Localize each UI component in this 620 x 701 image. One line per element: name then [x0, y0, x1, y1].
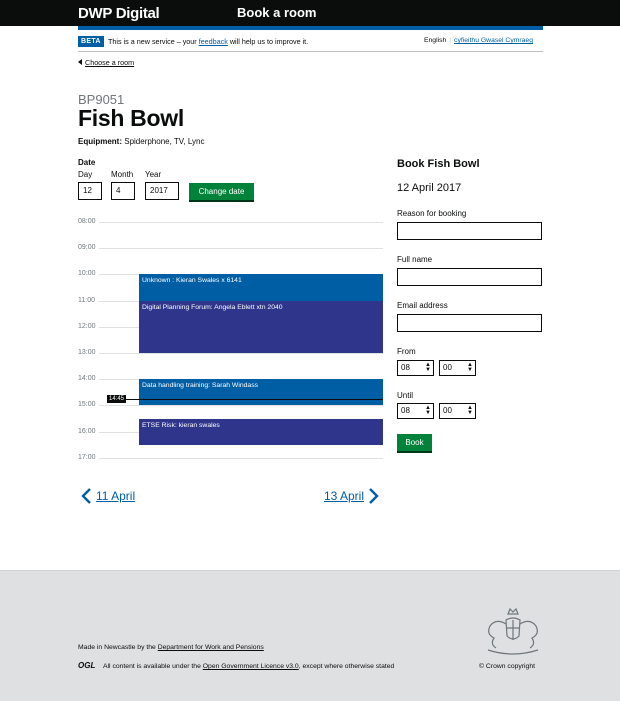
- email-input[interactable]: [397, 314, 542, 332]
- page-title: Fish Bowl: [78, 105, 184, 131]
- email-label: Email address: [397, 301, 448, 310]
- language-switch: English | cyfieithu Gwasel Cymraeg: [423, 37, 533, 44]
- phase-text-after: will help us to improve it.: [227, 37, 309, 46]
- current-time-line: [112, 399, 383, 400]
- next-day-label: 13 April: [323, 489, 364, 503]
- lang-welsh-link[interactable]: cyfieithu Gwasel Cymraeg: [454, 37, 533, 44]
- from-minute-select[interactable]: [439, 360, 476, 376]
- chevron-right-icon: [364, 487, 382, 505]
- footer-licence: [103, 663, 394, 670]
- equipment-text: [78, 137, 204, 146]
- day-label: Day: [78, 170, 93, 179]
- date-label: Date: [78, 158, 96, 167]
- equipment-list: Spiderphone, TV, Lync: [124, 137, 205, 146]
- select-arrows-icon: ▲ ▼: [467, 362, 473, 373]
- footer-made-in: [78, 644, 264, 651]
- brand-logo[interactable]: DWP Digital: [78, 5, 160, 22]
- timeline-hour-line: [78, 405, 383, 406]
- timeline-hour-label: 16:00: [78, 428, 99, 435]
- previous-day-label: 11 April: [96, 489, 136, 503]
- booking-block[interactable]: ETSE Risk: kieran swales: [139, 419, 383, 445]
- booking-date: 12 April 2017: [397, 182, 462, 194]
- select-arrows-icon: ▲ ▼: [425, 362, 431, 373]
- from-hour-value: 08: [401, 363, 410, 372]
- timeline-hour-label: 09:00: [78, 244, 99, 251]
- lang-english: English: [423, 37, 447, 44]
- timeline-hour-label: 11:00: [78, 297, 98, 304]
- licence-text-before: All content is available under the: [103, 663, 203, 670]
- current-time-marker: 14:45: [109, 396, 125, 402]
- back-link[interactable]: Choose a room: [78, 58, 134, 67]
- timeline-hour-label: 12:00: [78, 323, 99, 330]
- from-label: From: [397, 347, 416, 356]
- timeline-hour-label: 10:00: [78, 270, 99, 277]
- until-minute-select[interactable]: [439, 403, 476, 419]
- until-minute-value: 00: [443, 406, 452, 415]
- royal-crest-icon: [482, 606, 544, 658]
- reason-label: Reason for booking: [397, 209, 467, 218]
- until-hour-select[interactable]: [397, 403, 434, 419]
- booking-form-title: Book Fish Bowl: [397, 158, 480, 170]
- ogl-logo[interactable]: OGL: [78, 661, 96, 670]
- header-rule: [78, 26, 543, 30]
- from-hour-select[interactable]: [397, 360, 434, 376]
- day-field: [78, 170, 102, 200]
- room-code: BP9051: [78, 92, 125, 107]
- dwp-link[interactable]: Department for Work and Pensions: [157, 644, 264, 651]
- equipment-label: Equipment:: [78, 137, 122, 146]
- year-label: Year: [145, 170, 162, 179]
- day-input[interactable]: 12: [78, 182, 102, 200]
- previous-day-link[interactable]: [78, 487, 135, 505]
- beta-tag: BETA: [78, 36, 104, 47]
- crown-copyright[interactable]: © Crown copyright: [479, 663, 536, 670]
- from-minute-value: 00: [443, 363, 452, 372]
- year-input[interactable]: 2017: [145, 182, 179, 200]
- chevron-left-icon: [78, 487, 96, 505]
- timeline-hour-line: [78, 353, 383, 354]
- next-day-link[interactable]: [324, 487, 382, 505]
- year-field: [145, 170, 179, 200]
- timeline-hour-label: 14:00: [78, 375, 99, 382]
- booking-block[interactable]: Digital Planning Forum: Angela Eblett xtn 2040: [139, 301, 383, 353]
- month-input[interactable]: 4: [111, 182, 135, 200]
- select-arrows-icon: ▲ ▼: [425, 405, 431, 416]
- booking-block[interactable]: Unknown : Kieran Swales x 6141: [139, 274, 383, 300]
- full-name-input[interactable]: [397, 268, 542, 286]
- timeline-hour-label: 08:00: [78, 218, 99, 225]
- phase-banner: [78, 36, 543, 52]
- phase-text: [108, 37, 308, 46]
- timeline-hour-label: 13:00: [78, 349, 99, 356]
- until-hour-value: 08: [401, 406, 410, 415]
- timeline-hour-label: 17:00: [78, 454, 99, 461]
- phase-text-before: This is a new service – your: [108, 37, 199, 46]
- timeline-hour-line: [78, 458, 383, 459]
- footer-made-in-text: Made in Newcastle by the: [78, 644, 158, 651]
- site-header: [0, 0, 620, 26]
- book-button[interactable]: Book: [397, 434, 432, 451]
- change-date-button[interactable]: Change date: [189, 183, 254, 200]
- booking-block[interactable]: Data handling training: Sarah Windass: [139, 379, 383, 405]
- timeline-hour-label: 15:00: [78, 401, 99, 408]
- select-arrows-icon: ▲ ▼: [467, 405, 473, 416]
- site-footer: [0, 570, 620, 701]
- until-label: Until: [397, 391, 414, 400]
- service-name[interactable]: Book a room: [237, 5, 317, 20]
- full-name-label: Full name: [397, 255, 433, 264]
- feedback-link[interactable]: feedback: [198, 37, 228, 46]
- month-label: Month: [111, 170, 134, 179]
- timeline-hour-line: [78, 248, 383, 249]
- timeline-hour-line: [78, 222, 383, 223]
- licence-text-after: , except where otherwise stated: [298, 663, 395, 670]
- month-field: [111, 170, 135, 200]
- ogl-licence-link[interactable]: Open Government Licence v3.0: [202, 663, 299, 670]
- reason-input[interactable]: [397, 222, 542, 240]
